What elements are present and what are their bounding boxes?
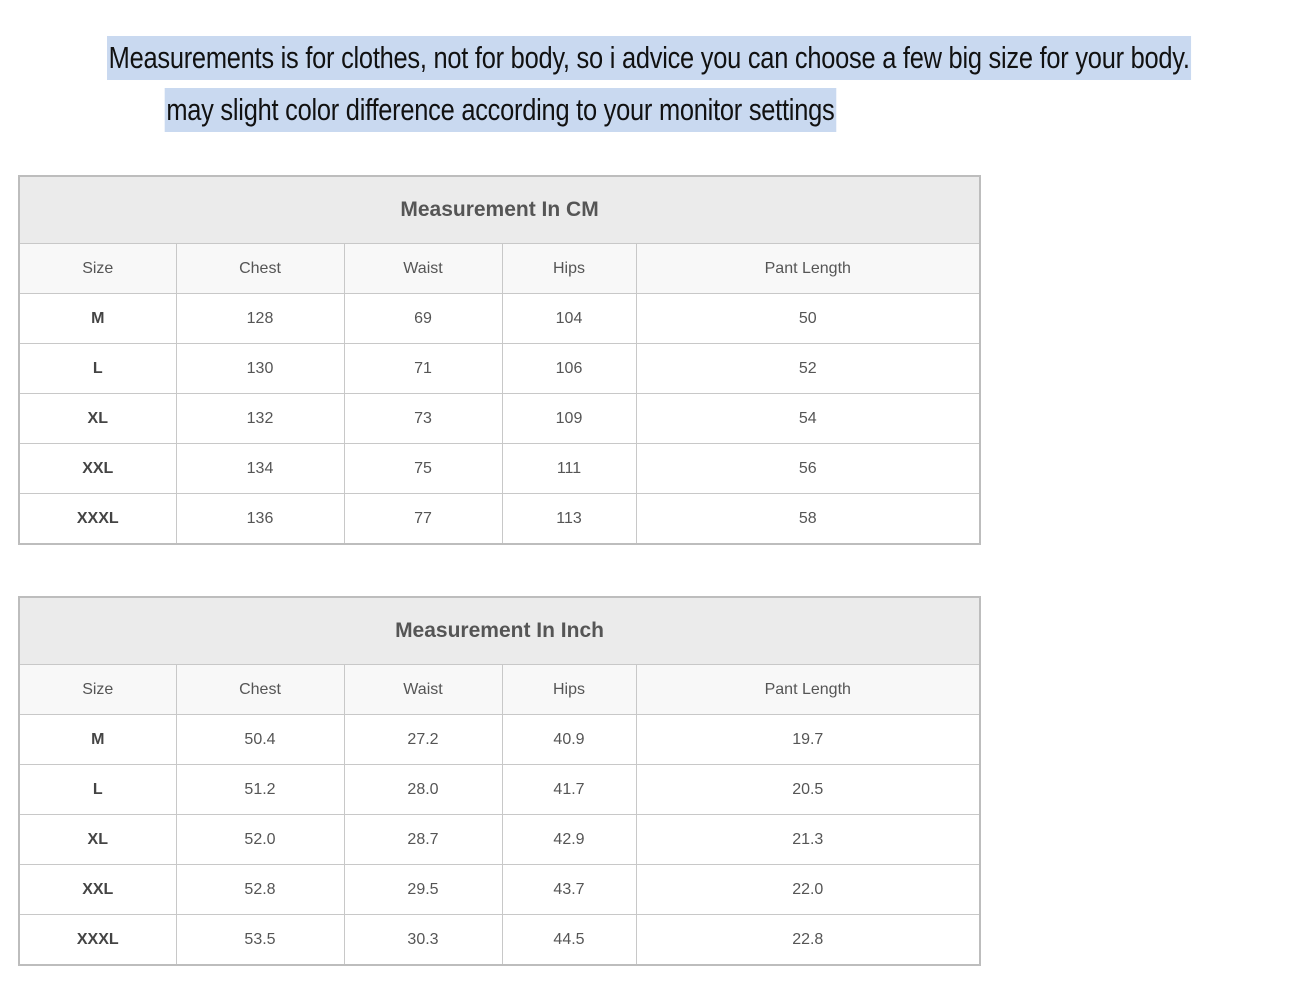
size-cell: XXXL (19, 915, 176, 966)
waist-cell: 71 (344, 344, 502, 394)
hips-cell: 40.9 (502, 715, 636, 765)
chest-cell: 52.0 (176, 815, 344, 865)
measurement-table-inch (18, 596, 979, 966)
table-row (19, 865, 980, 915)
waist-cell: 29.5 (344, 865, 502, 915)
waist-cell: 28.7 (344, 815, 502, 865)
waist-cell: 27.2 (344, 715, 502, 765)
chest-cell: 52.8 (176, 865, 344, 915)
notice-line-2: may slight color difference according to your monitor settings (164, 88, 835, 132)
column-header-waist: Waist (344, 244, 502, 294)
column-header-chest: Chest (176, 244, 344, 294)
table-row (19, 915, 980, 966)
table-row (19, 294, 980, 344)
column-header-hips: Hips (502, 244, 636, 294)
waist-cell: 73 (344, 394, 502, 444)
waist-cell: 69 (344, 294, 502, 344)
table-row (19, 715, 980, 765)
size-cell: XXL (19, 865, 176, 915)
waist-cell: 30.3 (344, 915, 502, 966)
pant-length-cell: 52 (636, 344, 980, 394)
chest-cell: 132 (176, 394, 344, 444)
column-header-size: Size (19, 244, 176, 294)
size-cell: XXXL (19, 494, 176, 545)
pant-length-cell: 54 (636, 394, 980, 444)
waist-cell: 77 (344, 494, 502, 545)
hips-cell: 104 (502, 294, 636, 344)
table-title: Measurement In Inch (19, 597, 980, 665)
size-cell: M (19, 715, 176, 765)
column-header-hips: Hips (502, 665, 636, 715)
pant-length-cell: 19.7 (636, 715, 980, 765)
hips-cell: 109 (502, 394, 636, 444)
chest-cell: 134 (176, 444, 344, 494)
chest-cell: 53.5 (176, 915, 344, 966)
pant-length-cell: 58 (636, 494, 980, 545)
hips-cell: 111 (502, 444, 636, 494)
pant-length-cell: 50 (636, 294, 980, 344)
column-header-waist: Waist (344, 665, 502, 715)
table-row (19, 344, 980, 394)
hips-cell: 41.7 (502, 765, 636, 815)
waist-cell: 75 (344, 444, 502, 494)
size-cell: M (19, 294, 176, 344)
chest-cell: 130 (176, 344, 344, 394)
size-cell: XL (19, 815, 176, 865)
pant-length-cell: 20.5 (636, 765, 980, 815)
pant-length-cell: 21.3 (636, 815, 980, 865)
hips-cell: 43.7 (502, 865, 636, 915)
measurement-table-cm (18, 175, 979, 545)
table-title: Measurement In CM (19, 176, 980, 244)
size-cell: XXL (19, 444, 176, 494)
pant-length-cell: 56 (636, 444, 980, 494)
column-header-pant-length: Pant Length (636, 665, 980, 715)
size-cell: L (19, 344, 176, 394)
table-row (19, 815, 980, 865)
column-header-pant-length: Pant Length (636, 244, 980, 294)
size-cell: L (19, 765, 176, 815)
chest-cell: 128 (176, 294, 344, 344)
table-row (19, 494, 980, 545)
table-row (19, 394, 980, 444)
size-cell: XL (19, 394, 176, 444)
hips-cell: 44.5 (502, 915, 636, 966)
chest-cell: 51.2 (176, 765, 344, 815)
hips-cell: 42.9 (502, 815, 636, 865)
chest-cell: 50.4 (176, 715, 344, 765)
column-header-chest: Chest (176, 665, 344, 715)
column-header-size: Size (19, 665, 176, 715)
hips-cell: 113 (502, 494, 636, 545)
chest-cell: 136 (176, 494, 344, 545)
table-row (19, 765, 980, 815)
pant-length-cell: 22.0 (636, 865, 980, 915)
waist-cell: 28.0 (344, 765, 502, 815)
table-row (19, 444, 980, 494)
notice-line-1: Measurements is for clothes, not for body, so i advice you can choose a few big size for your body. (107, 36, 1191, 80)
pant-length-cell: 22.8 (636, 915, 980, 966)
size-notice (0, 36, 1190, 132)
hips-cell: 106 (502, 344, 636, 394)
